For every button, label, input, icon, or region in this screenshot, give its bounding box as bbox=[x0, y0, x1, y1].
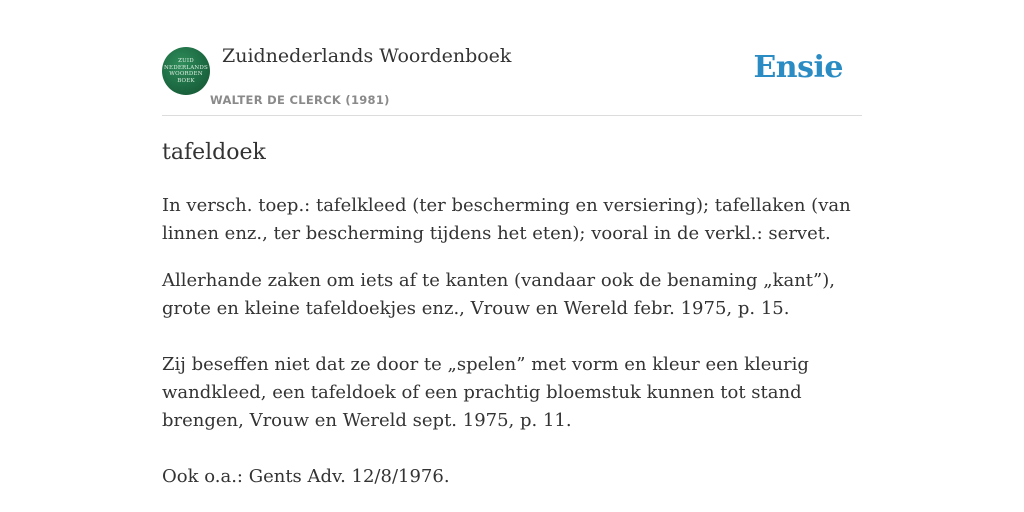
source-header bbox=[162, 0, 862, 116]
source-title-link[interactable]: Zuidnederlands Woordenboek bbox=[222, 45, 512, 67]
logo-line: BOEK bbox=[177, 77, 195, 84]
citation-paragraph: Ook o.a.: Gents Adv. 12/8/1976. bbox=[162, 466, 450, 487]
definition-paragraph: In versch. toep.: tafelkleed (ter bescherming en versiering); tafellaken (van linnen enz., ter bescherming tijdens het eten); vooral in de verkl.: servet. bbox=[162, 195, 851, 244]
entry-headword: tafeldoek bbox=[162, 140, 266, 165]
source-author: WALTER DE CLERCK (1981) bbox=[210, 93, 390, 107]
logo-line: WOORDEN bbox=[169, 71, 203, 77]
citation-paragraph: Zij beseffen niet dat ze door te „spelen” met vorm en kleur een kleurig wandkleed, een tafeldoek of een prachtig bloemstuk kunnen tot stand brengen, Vrouw en Wereld sept. 1975, p. 11. bbox=[162, 354, 809, 431]
ensie-logo-link[interactable]: Ensie bbox=[753, 50, 843, 85]
logo-line: NEDERLANDS bbox=[163, 64, 208, 71]
book-cover-logo[interactable] bbox=[162, 47, 210, 95]
logo-line: ZUID bbox=[178, 58, 194, 64]
page-container bbox=[162, 0, 862, 487]
citation-paragraph: Allerhande zaken om iets af te kanten (vandaar ook de benaming „kant”), grote en kleine tafeldoekjes enz., Vrouw en Wereld febr. 1975, p. 15. bbox=[162, 270, 835, 319]
